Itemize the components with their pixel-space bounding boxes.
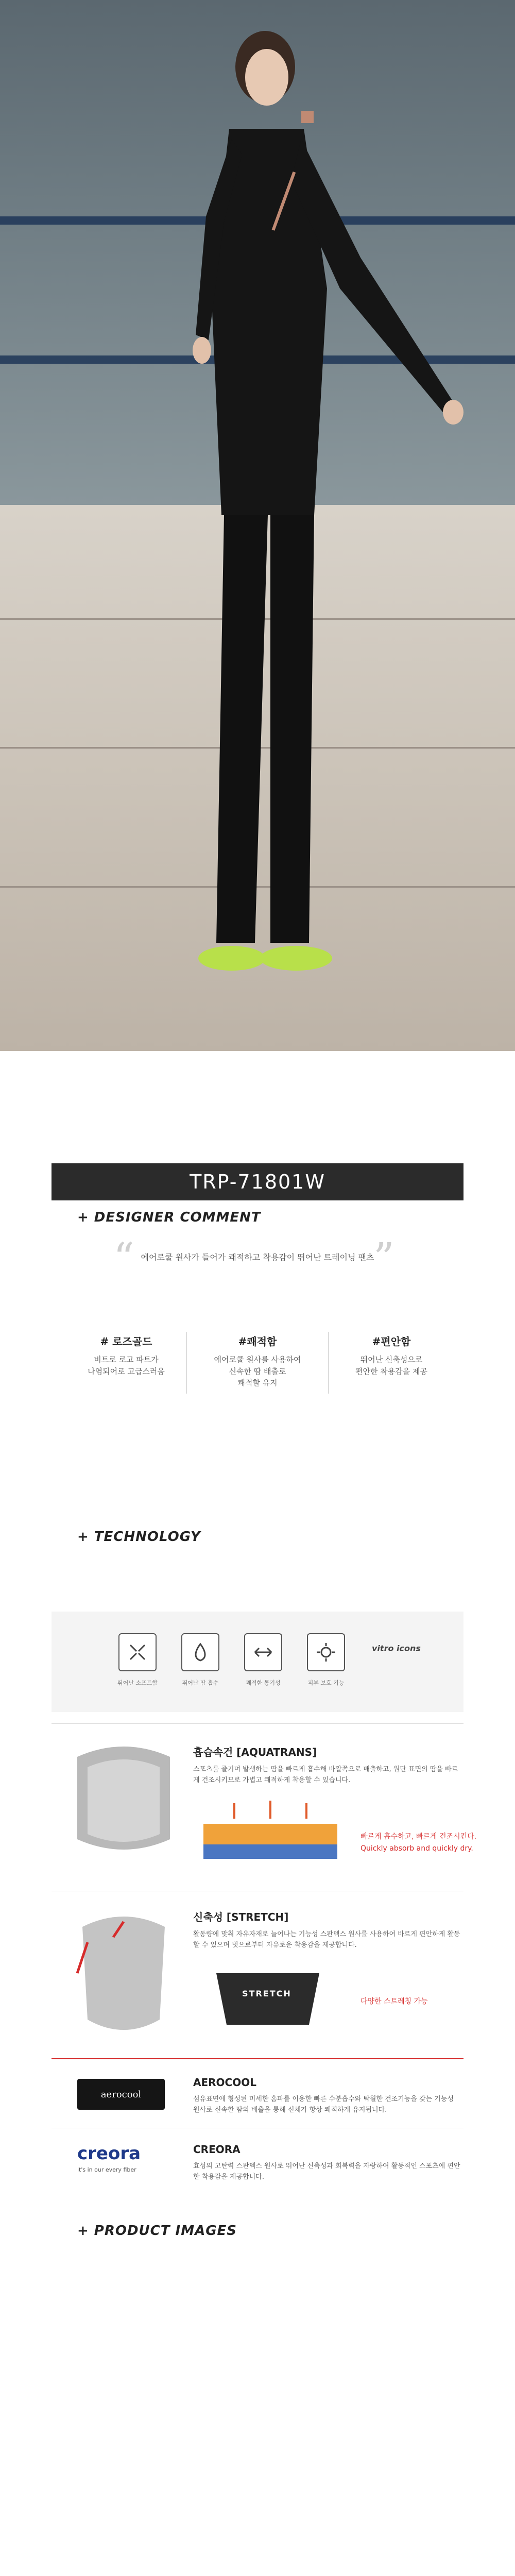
keyword-desc: 비트로 로고 파트가 나염되어로 고급스러움 (88, 1355, 165, 1376)
tech-icon-caption: 뛰어난 땀 흡수 (182, 1680, 219, 1686)
technology-heading: + TECHNOLOGY (77, 1529, 201, 1545)
product-image-front (129, 2262, 386, 2308)
aquatrans-diagram (193, 1798, 348, 1870)
divider (186, 1332, 187, 1394)
feature-title: CREORA (193, 2143, 241, 2156)
feature-note: Quickly absorb and quickly dry. (360, 1844, 473, 1853)
keyword-desc: 에어로쿨 원사를 사용하여 신속한 땀 배출로 쾌적할 유지 (214, 1355, 301, 1387)
divider (52, 2058, 464, 2059)
feature-title: AEROCOOL (193, 2076, 256, 2089)
stretch-swatch-image (67, 1901, 180, 2056)
creora-tagline: it's in our every fiber (77, 2166, 136, 2173)
keyword-desc: 뛰어난 신축성으로 편안한 착용감을 제공 (355, 1355, 427, 1376)
model-figure (0, 0, 515, 1051)
keyword-title: #쾌적함 (238, 1335, 277, 1348)
brand-icon: vitro icons (372, 1643, 421, 1653)
creora-logo: creora (77, 2143, 141, 2164)
stretch-icon (244, 1633, 282, 1671)
open-quote-icon: “ (113, 1234, 134, 1282)
divider (52, 1723, 464, 1724)
feature-desc: 스포츠를 즐기며 발생하는 땀을 빠르게 흡수해 바깥쪽으로 배출하고, 원단 표면의 땀을 빠르게 건조시키므로 가볍고 쾌적하게 착용할 수 있습니다. (193, 1766, 458, 1784)
designer-comment-heading: + DESIGNER COMMENT (77, 1210, 261, 1225)
feature-note: 다양한 스트레칭 가능 (360, 1997, 428, 2006)
hero-image (0, 0, 515, 1051)
product-images-heading: + PRODUCT IMAGES (77, 2223, 237, 2239)
tech-icon-caption: 피부 보호 기능 (307, 1680, 345, 1686)
quick-dry-icon (118, 1633, 157, 1671)
product-code: TRP-71801W (190, 1171, 325, 1193)
feature-desc: 효성의 고탄력 스판덱스 원사로 뛰어난 신축성과 회복력을 자랑하여 활동적인 스포츠에 편안한 착용감을 제공합니다. (193, 2162, 460, 2181)
tech-icon-caption: 쾌적한 통기성 (246, 1680, 281, 1686)
product-code-bar (52, 1163, 464, 1200)
keyword-title: #편안함 (372, 1335, 411, 1348)
feature-note: 빠르게 흡수하고, 빠르게 건조시킨다. (360, 1833, 477, 1841)
feature-title: 흡습속건 [AQUATRANS] (193, 1746, 317, 1758)
keyword-title: # 로즈골드 (100, 1335, 152, 1348)
feature-desc: 활동량에 맞춰 자유자재로 늘어나는 기능성 스판덱스 원사를 사용하여 바르게 편안하게 활동할 수 있으며 벗으로부터 자유로운 착용감을 제공합니다. (193, 1930, 460, 1949)
moisture-icon (181, 1633, 219, 1671)
fabric-swatch-image (67, 1736, 180, 1880)
stretch-diagram (206, 1963, 330, 2035)
stretch-tag: STRETCH (242, 1989, 291, 1998)
designer-comment-text: 에어로쿨 원사가 들어가 쾌적하고 착용감이 뛰어난 트레이닝 팬츠 (141, 1252, 374, 1262)
tech-icon-caption: 뛰어난 소프트함 (117, 1680, 158, 1686)
aerocool-logo: aerocool (77, 2079, 165, 2110)
divider (328, 1332, 329, 1394)
close-quote-icon: ” (373, 1234, 394, 1282)
feature-desc: 섬유표면에 형성된 미세한 홈파를 이용한 빠른 수분흡수와 탁월한 건조기능을 갖는 기능성 원사로 신속한 땀의 배출을 통해 신체가 항상 쾌적하게 유지됩니다. (193, 2095, 454, 2114)
feature-title: 신축성 [STRETCH] (193, 1911, 289, 1923)
uv-icon (307, 1633, 345, 1671)
